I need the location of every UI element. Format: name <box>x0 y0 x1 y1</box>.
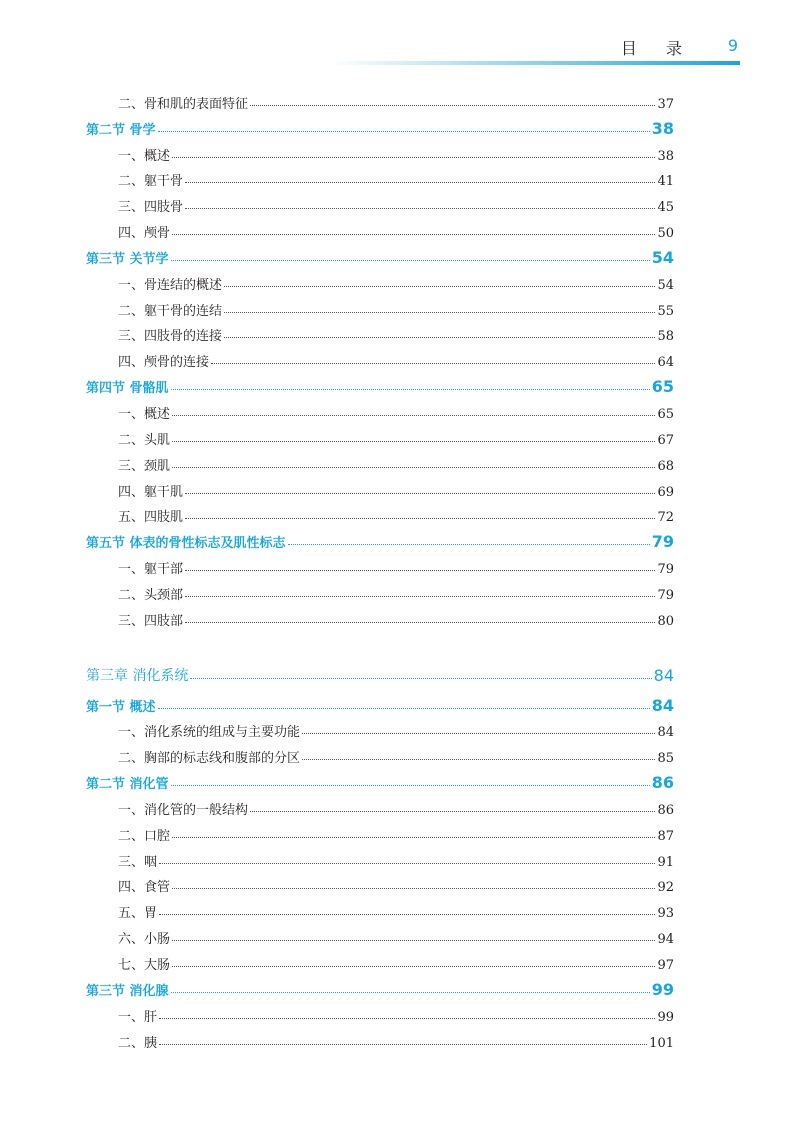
dot-leader <box>159 863 655 864</box>
toc-page-number: 79 <box>651 532 674 552</box>
toc-entry-title: 第一节 概述 <box>86 699 156 715</box>
toc-entry-title: 二、头颈部 <box>118 587 184 603</box>
toc-item-row <box>86 164 674 190</box>
toc-entry-title: 一、躯干部 <box>118 562 184 578</box>
toc-section-row <box>86 766 674 792</box>
toc-page-number: 79 <box>657 562 674 578</box>
toc-page-number: 58 <box>657 329 674 345</box>
toc-page-number: 55 <box>657 303 674 319</box>
toc-entry-title: 四、躯干肌 <box>118 484 184 500</box>
toc-page-number: 41 <box>657 174 674 190</box>
toc-entry-title: 第四节 骨骼肌 <box>86 381 169 397</box>
toc-page-number: 99 <box>657 1009 674 1025</box>
dot-leader <box>171 785 650 786</box>
toc-item-row <box>86 267 674 293</box>
toc-entry-title: 二、躯干骨的连结 <box>118 303 223 319</box>
header-title: 目 录 <box>620 39 694 58</box>
toc-page-number: 93 <box>657 906 674 922</box>
toc-page-number: 94 <box>657 932 674 948</box>
toc-page-number: 37 <box>657 96 674 112</box>
toc-entry-title: 三、颈肌 <box>118 458 171 474</box>
toc-item-row <box>86 740 674 766</box>
toc-item-row <box>86 138 674 164</box>
page-header <box>0 36 800 66</box>
header-page-number: 9 <box>727 36 738 55</box>
dot-leader <box>171 260 650 261</box>
toc-page-number: 91 <box>657 854 674 870</box>
toc-page-number: 64 <box>657 355 674 371</box>
toc-entry-title: 第三节 关节学 <box>86 251 169 267</box>
toc-page-number: 69 <box>657 484 674 500</box>
dot-leader <box>172 467 655 468</box>
dot-leader <box>302 759 655 760</box>
toc-entry-title: 二、骨和肌的表面特征 <box>118 96 249 112</box>
toc-entry-title: 三、四肢部 <box>118 613 184 629</box>
toc-page-number: 38 <box>651 118 674 138</box>
dot-leader <box>159 1044 647 1045</box>
dot-leader <box>172 888 655 889</box>
toc-entry-title: 三、四肢骨的连接 <box>118 329 223 345</box>
dot-leader <box>171 389 650 390</box>
toc-entry-title: 第五节 体表的骨性标志及肌性标志 <box>86 536 286 552</box>
toc-item-row <box>86 999 674 1025</box>
toc-entry-title: 第二节 骨学 <box>86 122 156 138</box>
toc-page-number: 80 <box>657 613 674 629</box>
toc-page-number: 50 <box>657 226 674 242</box>
toc-page-number: 92 <box>657 880 674 896</box>
dot-leader <box>171 992 650 993</box>
toc-item-row <box>86 603 674 629</box>
toc-item-row <box>86 715 674 741</box>
toc-page-number: 67 <box>657 432 674 448</box>
toc-entry-title: 一、概述 <box>118 406 171 422</box>
toc-section-row <box>86 370 674 396</box>
toc-page-number: 84 <box>657 725 674 741</box>
toc-page-number: 65 <box>651 377 674 397</box>
toc-page-number: 45 <box>657 200 674 216</box>
toc-item-row <box>86 792 674 818</box>
toc-page-number: 101 <box>649 1035 674 1051</box>
dot-leader <box>159 914 655 915</box>
dot-leader <box>172 966 655 967</box>
toc-page-number: 65 <box>657 406 674 422</box>
dot-leader <box>158 131 650 132</box>
toc-entry-title: 六、小肠 <box>118 932 171 948</box>
toc-item-row <box>86 422 674 448</box>
dot-leader <box>302 733 655 734</box>
toc-entry-title: 五、四肢肌 <box>118 510 184 526</box>
dot-leader <box>211 363 655 364</box>
dot-leader <box>172 940 655 941</box>
toc-item-row <box>86 86 674 112</box>
dot-leader <box>172 837 655 838</box>
dot-leader <box>224 312 655 313</box>
dot-leader <box>172 157 655 158</box>
dot-leader <box>185 570 655 571</box>
toc-page-number: 87 <box>657 828 674 844</box>
toc-item-row <box>86 344 674 370</box>
toc-page-number: 79 <box>657 587 674 603</box>
toc-page-number: 72 <box>657 510 674 526</box>
dot-leader <box>190 678 651 679</box>
toc-item-row <box>86 319 674 345</box>
toc-entry-title: 二、头肌 <box>118 432 171 448</box>
toc-item-row <box>86 844 674 870</box>
dot-leader <box>159 1018 655 1019</box>
toc-entry-title: 一、消化系统的组成与主要功能 <box>118 725 301 741</box>
dot-leader <box>158 708 650 709</box>
toc-entry-title: 第二节 消化管 <box>86 777 169 793</box>
dot-leader <box>224 286 655 287</box>
toc-entry-title: 二、胸部的标志线和腹部的分区 <box>118 751 301 767</box>
toc-page-number: 99 <box>651 979 674 999</box>
toc-item-row <box>86 947 674 973</box>
toc-entry-title: 七、大肠 <box>118 958 171 973</box>
toc-entry-title: 三、四肢骨 <box>118 200 184 216</box>
toc-page-number: 86 <box>657 802 674 818</box>
toc-item-row <box>86 870 674 896</box>
toc-item-row <box>86 293 674 319</box>
toc-item-row <box>86 895 674 921</box>
toc-page-number: 84 <box>651 695 674 715</box>
dot-leader <box>185 596 655 597</box>
toc-item-row <box>86 215 674 241</box>
toc-section-row <box>86 525 674 551</box>
toc-entry-title: 第三节 消化腺 <box>86 983 169 999</box>
toc-section-row <box>86 973 674 999</box>
toc-entry-title: 一、肝 <box>118 1009 158 1025</box>
toc-section-row <box>86 689 674 715</box>
dot-leader <box>250 105 655 106</box>
dot-leader <box>172 441 655 442</box>
toc-section-row <box>86 241 674 267</box>
toc-entry-title: 二、口腔 <box>118 828 171 844</box>
dot-leader <box>185 622 655 623</box>
toc-chapter-row <box>86 651 674 685</box>
toc-entry-title: 二、躯干骨 <box>118 174 184 190</box>
toc-item-row <box>86 189 674 215</box>
toc-item-row <box>86 396 674 422</box>
toc-page-number: 38 <box>657 148 674 164</box>
toc-entry-title: 第三章 消化系统 <box>86 667 189 684</box>
toc-page-number: 84 <box>653 665 674 685</box>
toc-entry-title: 二、胰 <box>118 1035 158 1051</box>
toc-page-number: 68 <box>657 458 674 474</box>
toc-item-row <box>86 551 674 577</box>
dot-leader <box>185 182 655 183</box>
toc-page-number: 85 <box>657 751 674 767</box>
toc-page-number: 86 <box>651 773 674 793</box>
dot-leader <box>250 811 655 812</box>
toc-item-row <box>86 448 674 474</box>
toc-section-row <box>86 112 674 138</box>
dot-leader <box>172 234 655 235</box>
toc-entry-title: 一、骨连结的概述 <box>118 277 223 293</box>
dot-leader <box>288 544 650 545</box>
toc-item-row <box>86 577 674 603</box>
toc-entry-title: 四、颅骨 <box>118 226 171 242</box>
toc-page-number: 54 <box>651 247 674 267</box>
dot-leader <box>185 518 655 519</box>
toc-entry-title: 一、概述 <box>118 148 171 164</box>
toc-entry-title: 四、食管 <box>118 880 171 896</box>
dot-leader <box>185 493 655 494</box>
dot-leader <box>185 208 655 209</box>
toc-item-row <box>86 500 674 526</box>
toc-page-number: 54 <box>657 277 674 293</box>
toc-entry-title: 四、颅骨的连接 <box>118 355 210 371</box>
toc-item-row <box>86 474 674 500</box>
toc-page-number: 97 <box>657 958 674 973</box>
table-of-contents <box>86 86 674 1051</box>
toc-item-row <box>86 1025 674 1051</box>
header-accent-bar <box>330 61 740 65</box>
toc-item-row <box>86 921 674 947</box>
toc-entry-title: 一、消化管的一般结构 <box>118 802 249 818</box>
dot-leader <box>172 415 655 416</box>
toc-entry-title: 五、胃 <box>118 906 158 922</box>
toc-item-row <box>86 818 674 844</box>
toc-entry-title: 三、咽 <box>118 854 158 870</box>
dot-leader <box>224 337 655 338</box>
